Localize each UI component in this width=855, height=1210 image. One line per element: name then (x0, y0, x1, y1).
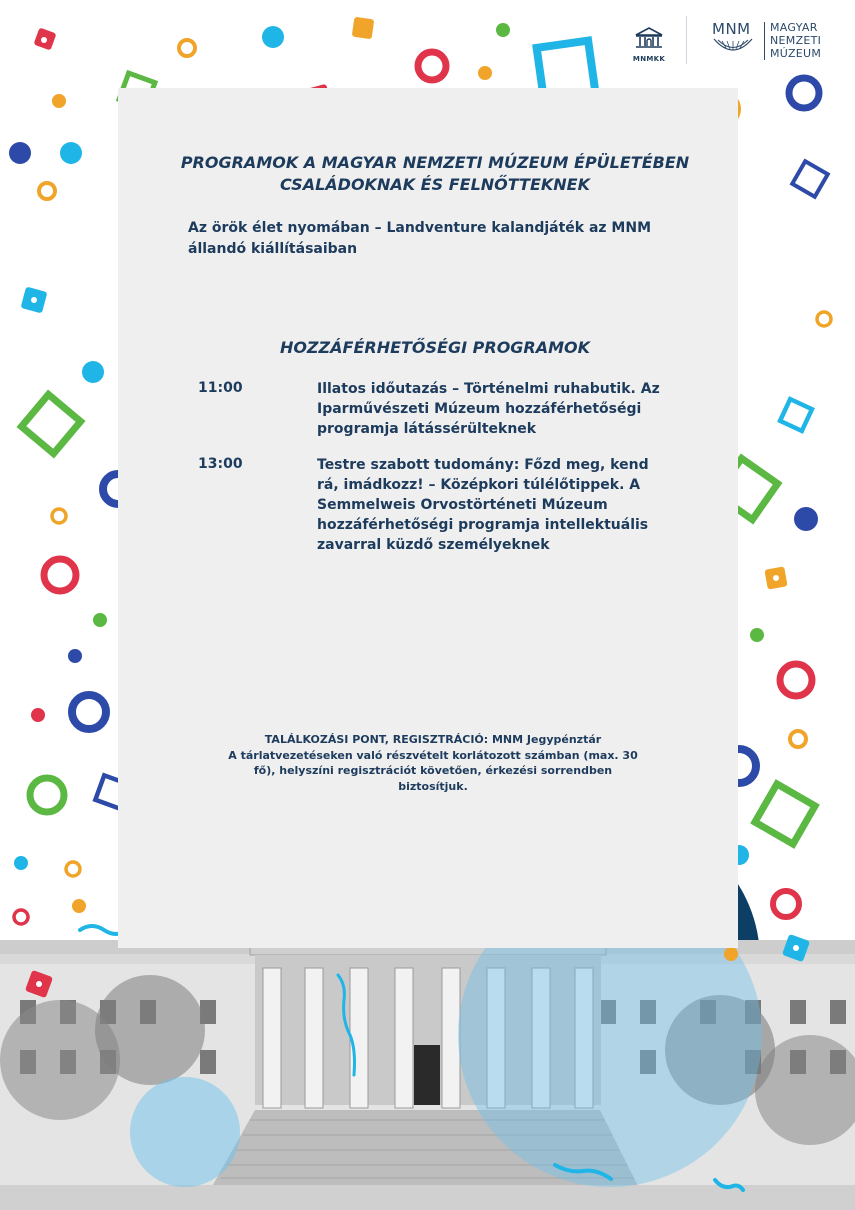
confetti-dot (31, 297, 37, 303)
mnm-wordmark (770, 21, 821, 60)
program-description-line: programja látássérülteknek (317, 421, 537, 437)
confetti-square-outline (21, 394, 80, 453)
confetti-ring (418, 52, 446, 80)
confetti-dot (262, 26, 284, 48)
program-description-line: hozzáférhetőségi programja intellektuális (317, 517, 649, 533)
confetti-ring (179, 40, 195, 56)
program-time: 13:00 (198, 456, 243, 472)
confetti-dot (82, 361, 104, 383)
confetti-ring (780, 664, 812, 696)
wordmark-line: MÚZEUM (770, 47, 822, 60)
confetti-ring (66, 862, 80, 876)
accessibility-section-title: HOZZÁFÉRHETŐSÉGI PROGRAMOK (279, 338, 591, 357)
light-blue-overlay (130, 1077, 240, 1187)
confetti-dot (41, 37, 47, 43)
confetti-ring (817, 312, 831, 326)
confetti-dot (9, 142, 31, 164)
program-description-line: Semmelweis Orvostörténeti Múzeum (317, 497, 608, 513)
confetti-dot (724, 947, 738, 961)
confetti-dot (93, 613, 107, 627)
confetti-ring (30, 778, 64, 812)
confetti-dot (478, 66, 492, 80)
confetti-dot (14, 856, 28, 870)
confetti-dot (52, 94, 66, 108)
crest-icon (712, 37, 754, 57)
program-description (317, 455, 682, 555)
confetti-dot (793, 945, 799, 951)
meeting-point-info (208, 732, 658, 794)
confetti-dot (773, 575, 779, 581)
confetti-dot (72, 899, 86, 913)
program-description (317, 379, 682, 439)
confetti-dot (68, 649, 82, 663)
mnm-logo (710, 20, 830, 64)
program-intro-line-1: Az örök élet nyomában – Landventure kalandjáték az MNM (188, 220, 652, 236)
confetti-dot (60, 142, 82, 164)
confetti-ring (14, 910, 28, 924)
program-description-line: Illatos időutazás – Történelmi ruhabutik. Az (317, 381, 660, 397)
program-description-line: zavarral küzdő személyeknek (317, 537, 550, 553)
confetti-ring (44, 559, 76, 591)
program-description-line: Iparművészeti Múzeum hozzáférhetőségi (317, 401, 642, 417)
confetti-ring (773, 891, 799, 917)
confetti-square-outline (792, 161, 828, 197)
confetti-square (352, 17, 375, 40)
heading-line-2: CSALÁDOKNAK ÉS FELNŐTTEKNEK (280, 175, 590, 194)
museum-building-icon (634, 26, 664, 50)
program-description-line: rá, imádkozz! – Középkori túlélőtippek. A (317, 477, 641, 493)
logo-separator (686, 16, 687, 64)
confetti-dot (496, 23, 510, 37)
confetti-square-outline (755, 784, 815, 844)
confetti-dot (31, 708, 45, 722)
program-description-line: Testre szabott tudomány: Főzd meg, kend (317, 457, 649, 473)
wordmark-line: MAGYAR (770, 21, 818, 34)
confetti-dot (794, 507, 818, 531)
mnmkk-logo (632, 26, 666, 63)
confetti-ring (789, 78, 819, 108)
confetti-ring (72, 695, 106, 729)
confetti-ring (39, 183, 55, 199)
mnm-mark: MNM (712, 20, 751, 38)
program-intro (188, 218, 688, 260)
confetti-ring (790, 731, 806, 747)
mnmkk-label: MNMKK (632, 55, 666, 63)
registration-note-line: fő), helyszíni regisztrációt követően, érkezési sorrendben (253, 764, 613, 777)
confetti-square-outline (780, 399, 812, 431)
confetti-dot (750, 628, 764, 642)
registration-note-line: A tárlatvezetéseken való részvételt korlátozott számban (max. 30 (228, 748, 638, 762)
confetti-dot (36, 981, 42, 987)
meeting-point-line: TALÁLKOZÁSI PONT, REGISZTRÁCIÓ: MNM Jegypénztár (264, 733, 602, 746)
wordmark-line: NEMZETI (770, 34, 822, 47)
program-intro-line-2: állandó kiállításaiban (188, 241, 358, 257)
confetti-ring (52, 509, 66, 523)
program-time: 11:00 (198, 380, 243, 396)
page-heading (170, 152, 700, 196)
registration-note-line: biztosítjuk. (398, 779, 468, 793)
logo-divider (764, 22, 765, 60)
heading-line-1: PROGRAMOK A MAGYAR NEMZETI MÚZEUM ÉPÜLETÉBEN (180, 153, 690, 172)
